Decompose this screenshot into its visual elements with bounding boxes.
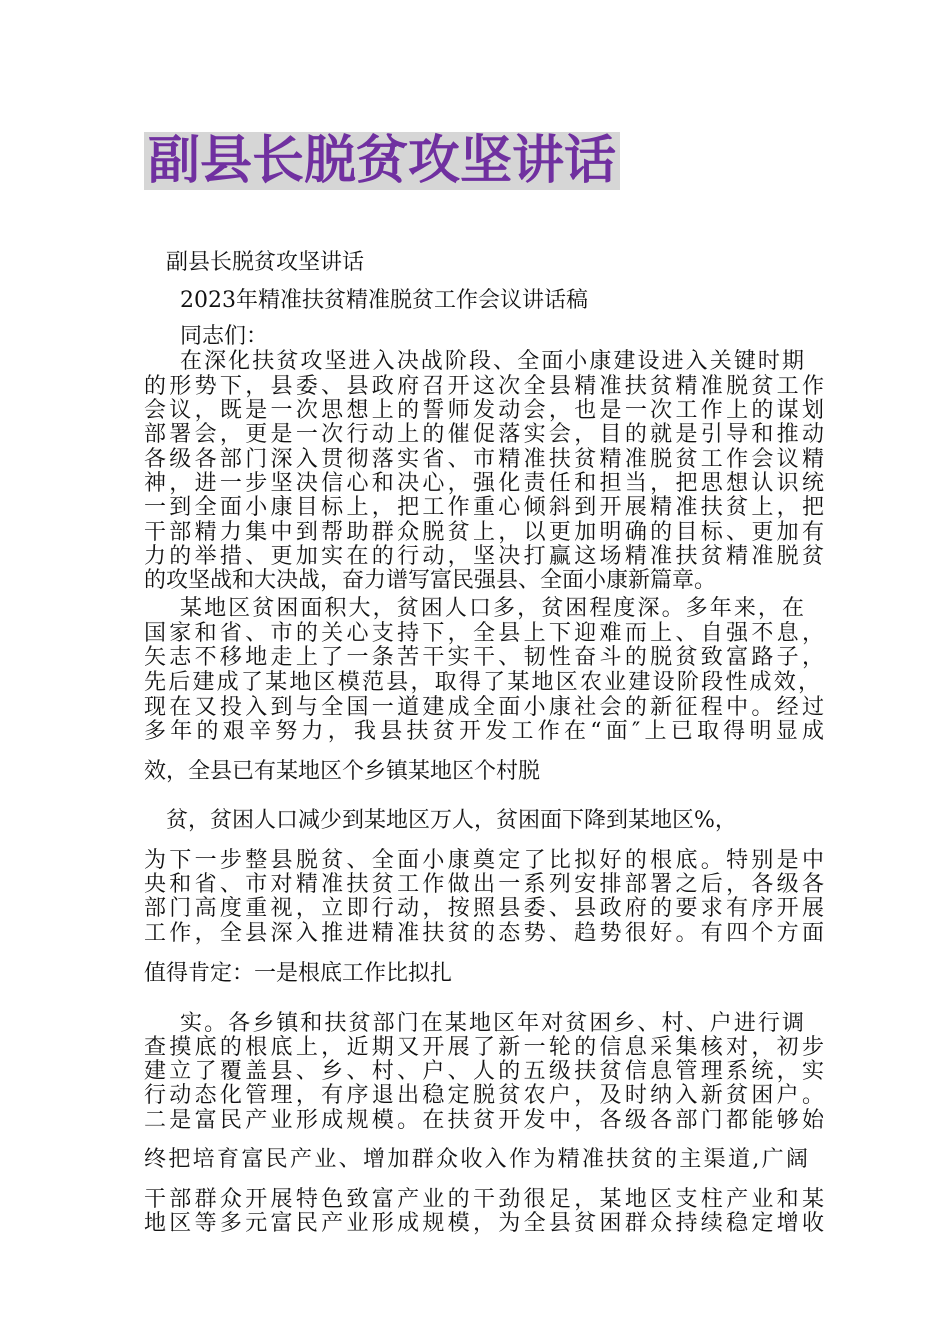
body-line: 国家和省、市的关心支持下，全县上下迎难而上、自强不息， (144, 621, 824, 646)
title-highlight (144, 132, 620, 190)
body-line: 查摸底的根底上，近期又开展了新一轮的信息采集核对，初步 (144, 1035, 824, 1060)
body-line: 地区等多元富民产业形成规模，为全县贫困群众持续稳定增收 (144, 1211, 824, 1236)
body-line: 力的举措、更加实在的行动，坚决打赢这场精准扶贫精准脱贫 (144, 544, 824, 569)
body-line: 先后建成了某地区模范县，取得了某地区农业建设阶段性成效， (144, 670, 820, 695)
body-line: 的攻坚战和大决战，奋力谱写富民强县、全面小康新篇章。 (144, 568, 717, 593)
body-line: 干部精力集中到帮助群众脱贫上，以更加明确的目标、更加有 (144, 520, 824, 545)
body-line: 建立了覆盖县、乡、村、户、人的五级扶贫信息管理系统，实 (144, 1059, 824, 1084)
body-line: 的形势下，县委、县政府召开这次全县精准扶贫精准脱贫工作 (144, 374, 824, 399)
body-line: 二是富民产业形成规模。在扶贫开发中，各级各部门都能够始 (144, 1108, 824, 1133)
body-line: 神，进一步坚决信心和决心，强化责任和担当，把思想认识统 (144, 471, 824, 496)
subtitle: 副县长脱贫攻坚讲话 (166, 250, 365, 275)
body-line: 干部群众开展特色致富产业的干劲很足，某地区支柱产业和某 (144, 1187, 824, 1212)
body-line: 效，全县已有某地区个乡镇某地区个村脱 (144, 759, 541, 784)
body-line: 各级各部门深入贯彻落实省、市精准扶贫精准脱贫工作会议精 (144, 447, 824, 472)
body-line: 在深化扶贫攻坚进入决战阶段、全面小康建设进入关键时期 (180, 349, 804, 374)
salutation: 同志们： (180, 324, 269, 349)
body-line: 会议，既是一次思想上的誓师发动会，也是一次工作上的谋划 (144, 398, 824, 423)
body-line: 部署会，更是一次行动上的催促落实会，目的就是引导和推动 (144, 422, 824, 447)
body-line: 一到全面小康目标上，把工作重心倾斜到开展精准扶贫上，把 (144, 495, 824, 520)
body-line: 值得肯定：一是根底工作比拟扎 (144, 961, 453, 986)
document-title: 副县长脱贫攻坚讲话 (148, 131, 617, 191)
speech-title: 2023年精准扶贫精准脱贫工作会议讲话稿 (180, 288, 588, 313)
body-line: 多年的艰辛努力，我县扶贫开发工作在“面″上已取得明显成 (144, 719, 824, 744)
body-line: 某地区贫困面积大，贫困人口多，贫困程度深。多年来，在 (180, 596, 804, 621)
body-line: 工作，全县深入推进精准扶贫的态势、趋势很好。有四个方面 (144, 921, 824, 946)
body-line: 实。各乡镇和扶贫部门在某地区年对贫困乡、村、户进行调 (180, 1011, 804, 1036)
body-line: 贫，贫困人口减少到某地区万人，贫困面下降到某地区%， (166, 808, 737, 833)
body-line: 终把培育富民产业、增加群众收入作为精准扶贫的主渠道,广阔 (144, 1147, 808, 1172)
body-line: 央和省、市对精准扶贫工作做出一系列安排部署之后，各级各 (144, 872, 824, 897)
body-line: 部门高度重视，立即行动，按照县委、县政府的要求有序开展 (144, 896, 824, 921)
body-line: 为下一步整县脱贫、全面小康奠定了比拟好的根底。特别是中 (144, 848, 824, 873)
body-line: 行动态化管理，有序退出稳定脱贫农户，及时纳入新贫困户。 (144, 1083, 824, 1108)
body-line: 现在又投入到与全国一道建成全面小康社会的新征程中。经过 (144, 695, 824, 720)
body-line: 矢志不移地走上了一条苦干实干、韧性奋斗的脱贫致富路子， (144, 645, 824, 670)
